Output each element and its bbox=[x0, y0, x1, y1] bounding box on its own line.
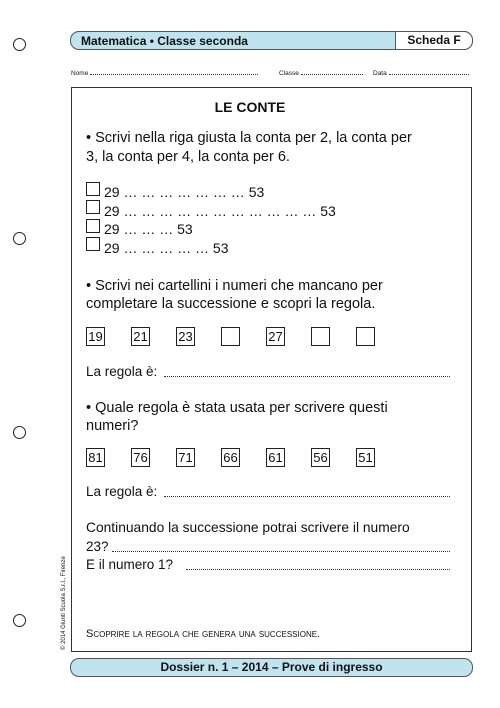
checkbox-row-3[interactable] bbox=[86, 219, 100, 233]
q3-text-line1: • Quale regola è stata usata per scrivere questi bbox=[86, 400, 388, 416]
q3-rule-label: La regola è: bbox=[86, 484, 158, 499]
card-7-blank[interactable] bbox=[356, 327, 375, 346]
card-61: 61 bbox=[266, 448, 285, 467]
q4-text-line3: E il numero 1? bbox=[86, 557, 174, 572]
binder-hole-2 bbox=[13, 232, 26, 245]
binder-hole-4 bbox=[13, 614, 26, 627]
card-5: 27 bbox=[266, 327, 285, 346]
checkbox-row-1[interactable] bbox=[86, 182, 100, 196]
card-76: 76 bbox=[131, 448, 150, 467]
q3-cards bbox=[86, 448, 401, 467]
q1-text-line2: 3, la conta per 4, la conta per 6. bbox=[86, 149, 290, 165]
q2-rule-label: La regola è: bbox=[86, 364, 158, 379]
sequence-row-4: 29 … … … … … 53 bbox=[104, 240, 229, 256]
sequence-row-3: 29 … … … 53 bbox=[104, 221, 193, 237]
q4-answer-line-1[interactable] bbox=[112, 550, 450, 552]
class-field[interactable]: Classe bbox=[279, 68, 363, 77]
card-1: 19 bbox=[86, 327, 105, 346]
q3-rule-answer-line[interactable] bbox=[164, 495, 450, 497]
q1-text-line1: • Scrivi nella riga giusta la conta per 2, la conta per bbox=[86, 130, 412, 146]
card-56: 56 bbox=[311, 448, 330, 467]
sequence-row-1: 29 … … … … … … … 53 bbox=[104, 184, 265, 200]
binder-hole-3 bbox=[13, 426, 26, 439]
q2-text-line1: • Scrivi nei cartellini i numeri che mancano per bbox=[86, 278, 383, 294]
q3-text-line2: numeri? bbox=[86, 418, 139, 434]
header-title: Matematica • Classe seconda bbox=[81, 34, 248, 48]
card-4-blank[interactable] bbox=[221, 327, 240, 346]
sequence-row-2: 29 … … … … … … … … … … … 53 bbox=[104, 203, 336, 219]
name-field[interactable]: Nome bbox=[71, 68, 258, 77]
checkbox-row-4[interactable] bbox=[86, 237, 100, 251]
card-66: 66 bbox=[221, 448, 240, 467]
card-3: 23 bbox=[176, 327, 195, 346]
card-2: 21 bbox=[131, 327, 150, 346]
sheet-tab: Scheda F bbox=[395, 31, 473, 50]
worksheet-title: LE CONTE bbox=[214, 99, 286, 115]
card-51: 51 bbox=[356, 448, 375, 467]
q2-text-line2: completare la successione e scopri la regola. bbox=[86, 296, 376, 312]
checkbox-row-2[interactable] bbox=[86, 200, 100, 214]
date-field[interactable]: Data bbox=[373, 68, 469, 77]
card-6-blank[interactable] bbox=[311, 327, 330, 346]
card-71: 71 bbox=[176, 448, 195, 467]
q4-text-line1: Continuando la successione potrai scrivere il numero bbox=[86, 520, 410, 535]
q2-cards bbox=[86, 327, 401, 346]
card-81: 81 bbox=[86, 448, 105, 467]
q2-rule-answer-line[interactable] bbox=[164, 375, 450, 377]
header-bar bbox=[70, 31, 473, 50]
binder-hole-1 bbox=[13, 38, 26, 51]
learning-objective: Scoprire la regola che genera una successione. bbox=[86, 628, 321, 640]
copyright-notice: © 2014 Giunti Scuola S.r.l., Firenze bbox=[61, 556, 67, 650]
q4-text-line2: 23? bbox=[86, 539, 109, 554]
q4-answer-line-2[interactable] bbox=[186, 568, 450, 570]
footer-bar: Dossier n. 1 – 2014 – Prove di ingresso bbox=[70, 658, 473, 677]
